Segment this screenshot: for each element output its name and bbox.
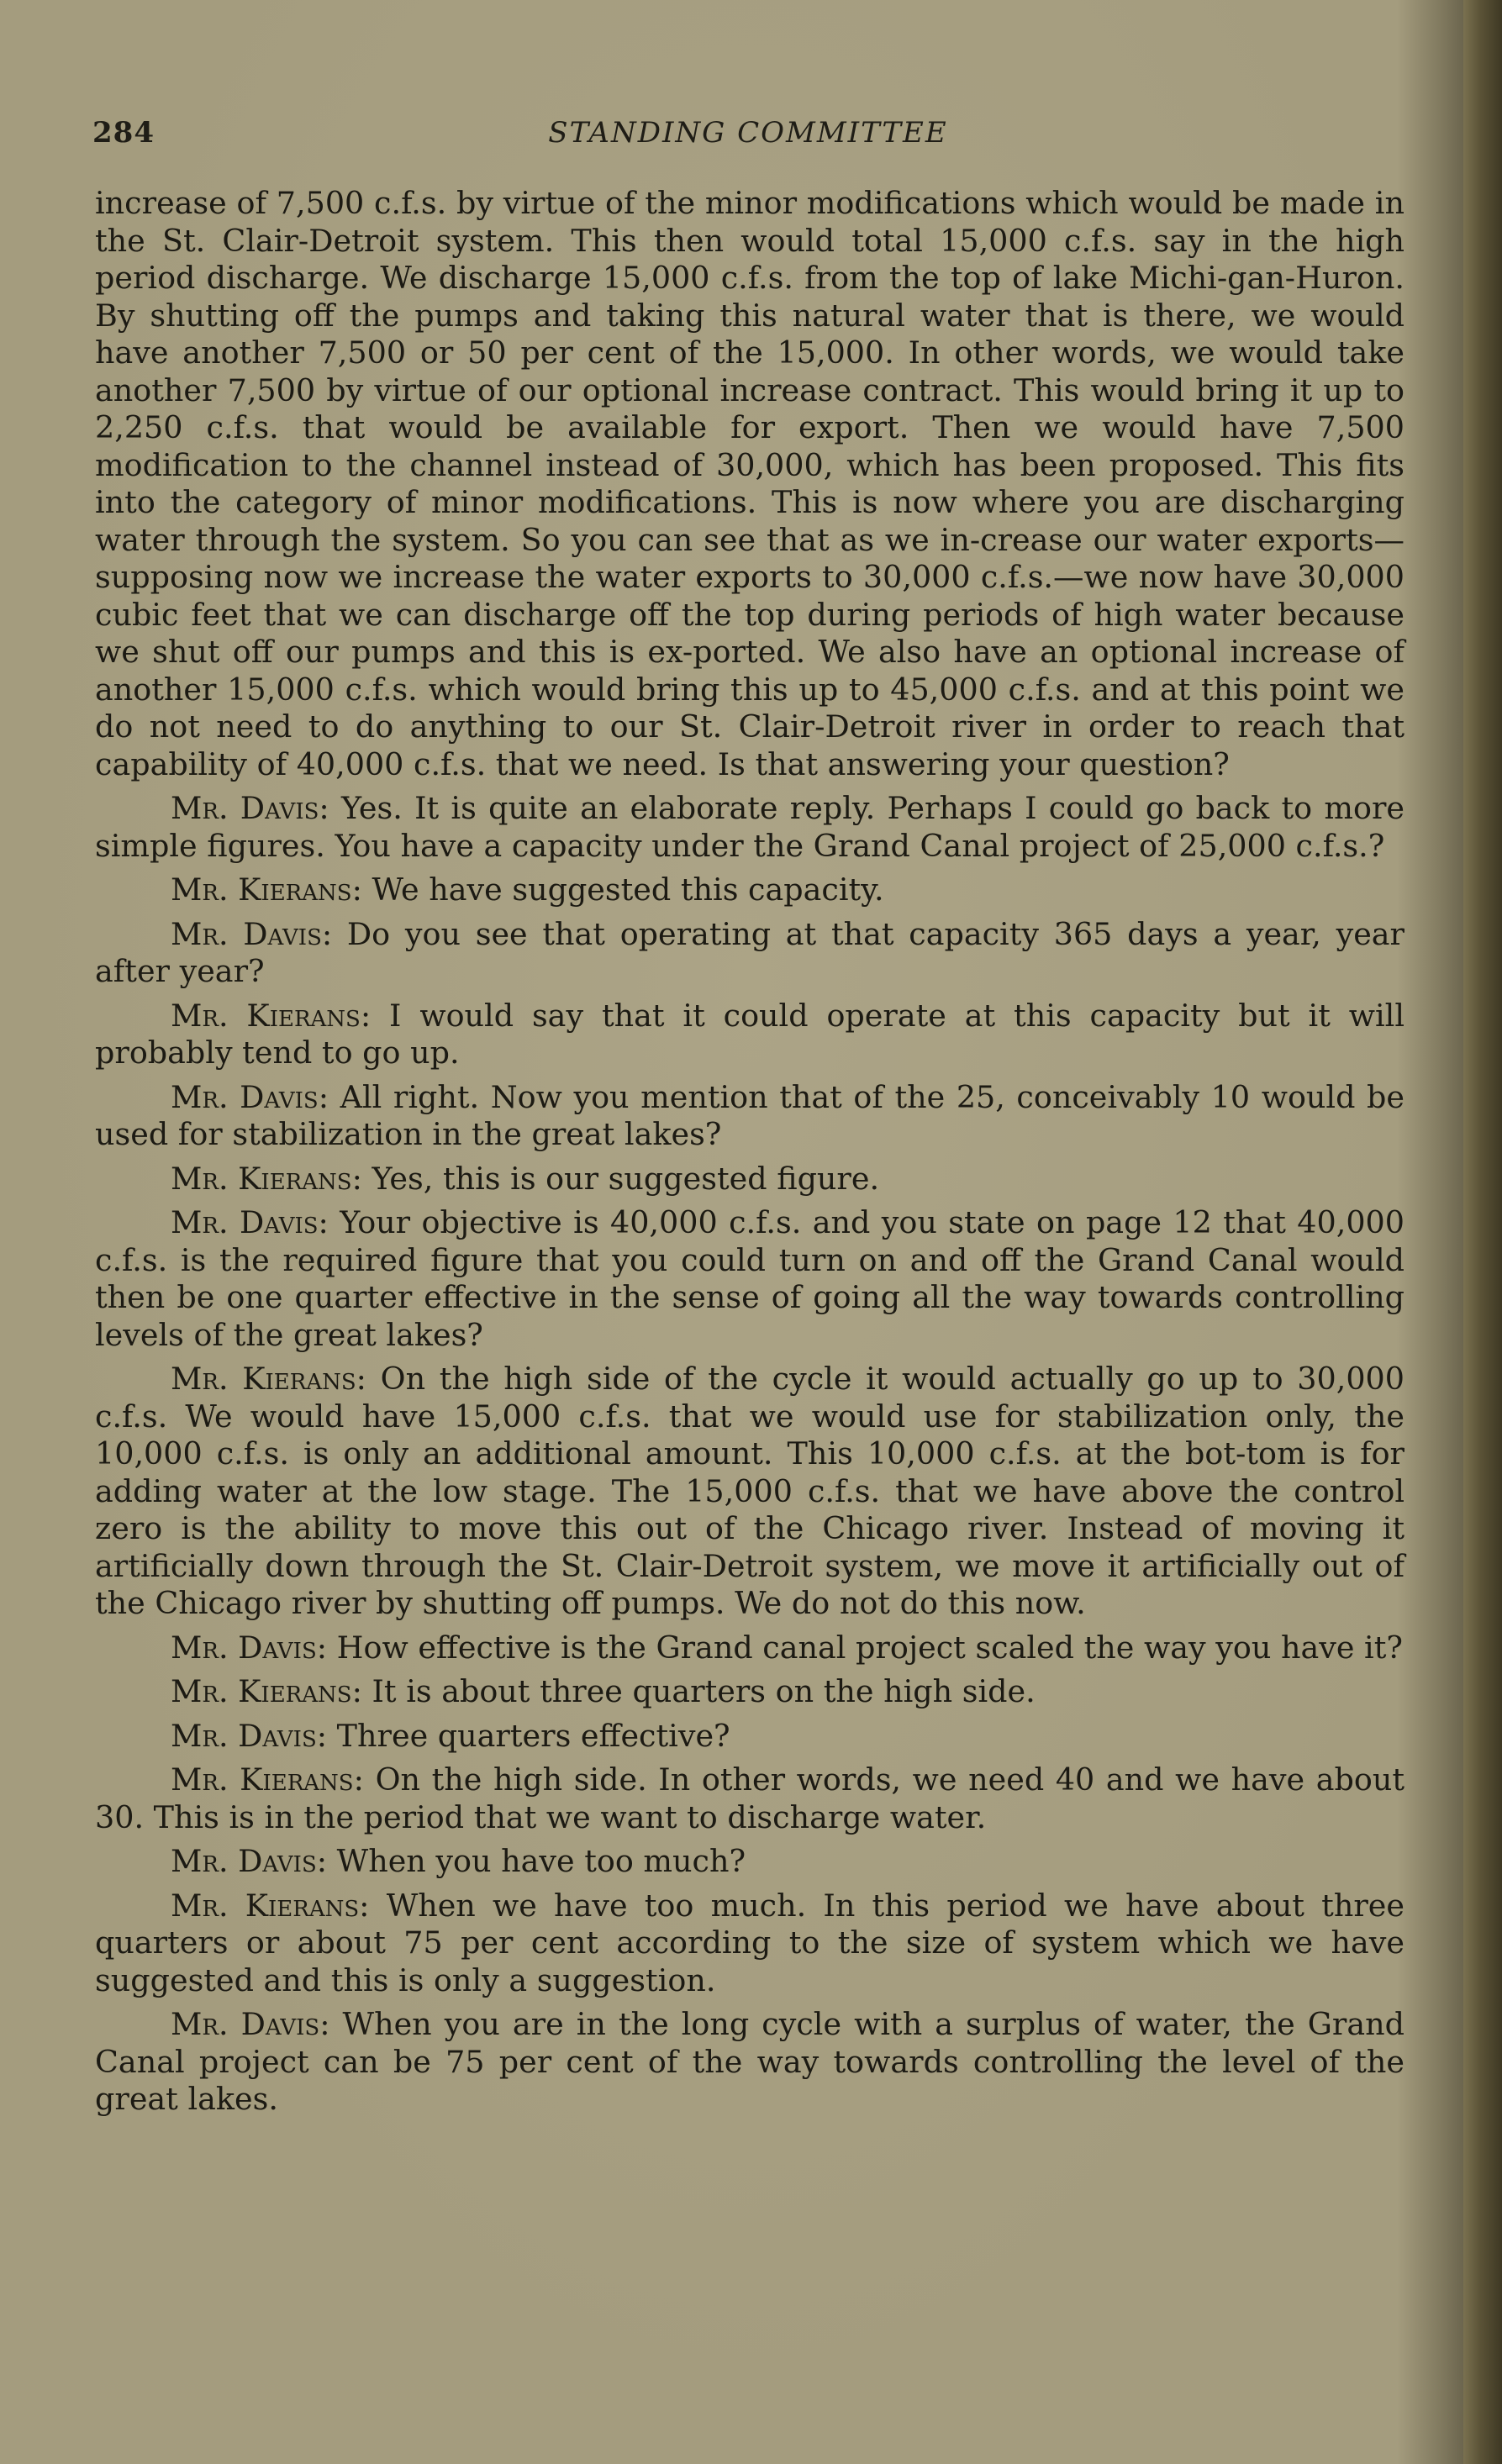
speaker-name: Mr. Kierans: (171, 997, 372, 1034)
paragraph-text: We have suggested this capacity. (372, 871, 884, 908)
paragraph (95, 1204, 1405, 1354)
speaker-name: Mr. Davis: (171, 915, 333, 952)
body-text (95, 185, 1405, 2125)
paragraph (95, 790, 1405, 865)
speaker-name: Mr. Davis: (171, 1204, 329, 1240)
paragraph (95, 1630, 1405, 1667)
running-head: STANDING COMMITTEE (548, 116, 948, 150)
paragraph (95, 1361, 1405, 1623)
paragraph-text: Your objective is 40,000 c.f.s. and you state on page 12 that 40,000 c.f.s. is the required figure that you could turn on and off the Grand Canal would then be one quarter effective in the sense of going all the way towards controlling levels of the great lakes? (95, 1204, 1405, 1353)
paragraph (95, 1079, 1405, 1154)
paragraph-text: On the high side. In other words, we need 40 and we have about 30. This is in the period that we want to discharge water. (95, 1761, 1405, 1835)
paragraph-text: It is about three quarters on the high side. (372, 1673, 1036, 1709)
paragraph (95, 1718, 1405, 1756)
speaker-name: Mr. Davis: (171, 1717, 328, 1754)
speaker-name: Mr. Kierans: (171, 1673, 362, 1709)
paragraph-text: When you have too much? (336, 1843, 746, 1879)
paragraph-text: Yes, this is our suggested figure. (372, 1160, 880, 1197)
speaker-name: Mr. Kierans: (171, 1160, 362, 1197)
speaker-name: Mr. Davis: (171, 1629, 328, 1666)
paragraph (95, 871, 1405, 909)
paragraph (95, 1887, 1405, 2000)
speaker-name: Mr. Kierans: (171, 1761, 364, 1798)
speaker-name: Mr. Davis: (171, 1843, 328, 1879)
book-spine-shadow (1463, 0, 1502, 2464)
paragraph-text: When you are in the long cycle with a surplus of water, the Grand Canal project can be 75 per cent of the way towards controlling the level of the great lakes. (95, 2006, 1405, 2117)
paragraph-text: All right. Now you mention that of the 25, conceivably 10 would be used for stabilization in the great lakes? (95, 1078, 1405, 1152)
speaker-name: Mr. Davis: (171, 790, 329, 826)
paragraph-text: Yes. It is quite an elaborate reply. Perhaps I could go back to more simple figures. You have a capacity under the Grand Canal project of 25,000 c.f.s.? (95, 790, 1405, 864)
paragraph-text: How effective is the Grand canal project scaled the way you have it? (336, 1629, 1403, 1666)
paragraph (95, 916, 1405, 991)
paragraph (95, 1843, 1405, 1881)
speaker-name: Mr. Kierans: (171, 871, 362, 908)
speaker-name: Mr. Kierans: (171, 1361, 366, 1397)
speaker-name: Mr. Kierans: (171, 1887, 370, 1924)
paragraph-text: I would say that it could operate at this capacity but it will probably tend to go up. (95, 997, 1405, 1071)
page-header (92, 116, 1404, 158)
speaker-name: Mr. Davis: (171, 1078, 329, 1115)
paragraph (95, 2006, 1405, 2119)
speaker-name: Mr. Davis: (171, 2006, 330, 2042)
paragraph (95, 1673, 1405, 1711)
paragraph (95, 1761, 1405, 1836)
paragraph-text: Three quarters effective? (336, 1717, 730, 1754)
paragraph-text: On the high side of the cycle it would actually go up to 30,000 c.f.s. We would have 15,000 c.f.s. that we would use for stabilization only, the 10,000 c.f.s. is only an additional amount. This 10,000 c.f.s. at the bot-tom is for adding water at the low stage. The 15,000 c.f.s. that we have above the control zero is the ability to move this out of the Chicago river. Instead of moving it artificially down through the St. Clair-Detroit system, we move it artificially out of the Chicago river by shutting off pumps. We do not do this now. (95, 1361, 1405, 1621)
paragraph (95, 1161, 1405, 1198)
paragraph (95, 185, 1405, 783)
paragraph-text: When we have too much. In this period we have about three quarters or about 75 per cent according to the size of system which we have suggested and this is only a suggestion. (95, 1887, 1405, 1998)
paragraph-text: Do you see that operating at that capacity 365 days a year, year after year? (95, 915, 1405, 989)
page-number: 284 (92, 116, 155, 150)
paragraph-text: increase of 7,500 c.f.s. by virtue of the minor modifications which would be made in the St. Clair-Detroit system. This then would total 15,000 c.f.s. say in the high period discharge. We discharge 15,000 c.f.s. from the top of lake Michi-gan-Huron. By shutting off the pumps and taking this natural water that is there, we would have another 7,500 or 50 per cent of the 15,000. In other words, we would take another 7,500 by virtue of our optional increase contract. This would bring it up to 2,250 c.f.s. that would be available for export. Then we would have 7,500 modification to the channel instead of 30,000, which has been proposed. This fits into the category of minor modifications. This is now where you are discharging water through the system. So you can see that as we in-crease our water exports—supposing now we increase the water exports to 30,000 c.f.s.—we now have 30,000 cubic feet that we can discharge off the top during periods of high water because we shut off our pumps and this is ex-ported. We also have an optional increase of another 15,000 c.f.s. which would bring this up to 45,000 c.f.s. and at this point we do not need to do anything to our St. Clair-Detroit river in order to reach that capability of 40,000 c.f.s. that we need. Is that answering your question? (95, 185, 1405, 782)
paragraph (95, 998, 1405, 1072)
